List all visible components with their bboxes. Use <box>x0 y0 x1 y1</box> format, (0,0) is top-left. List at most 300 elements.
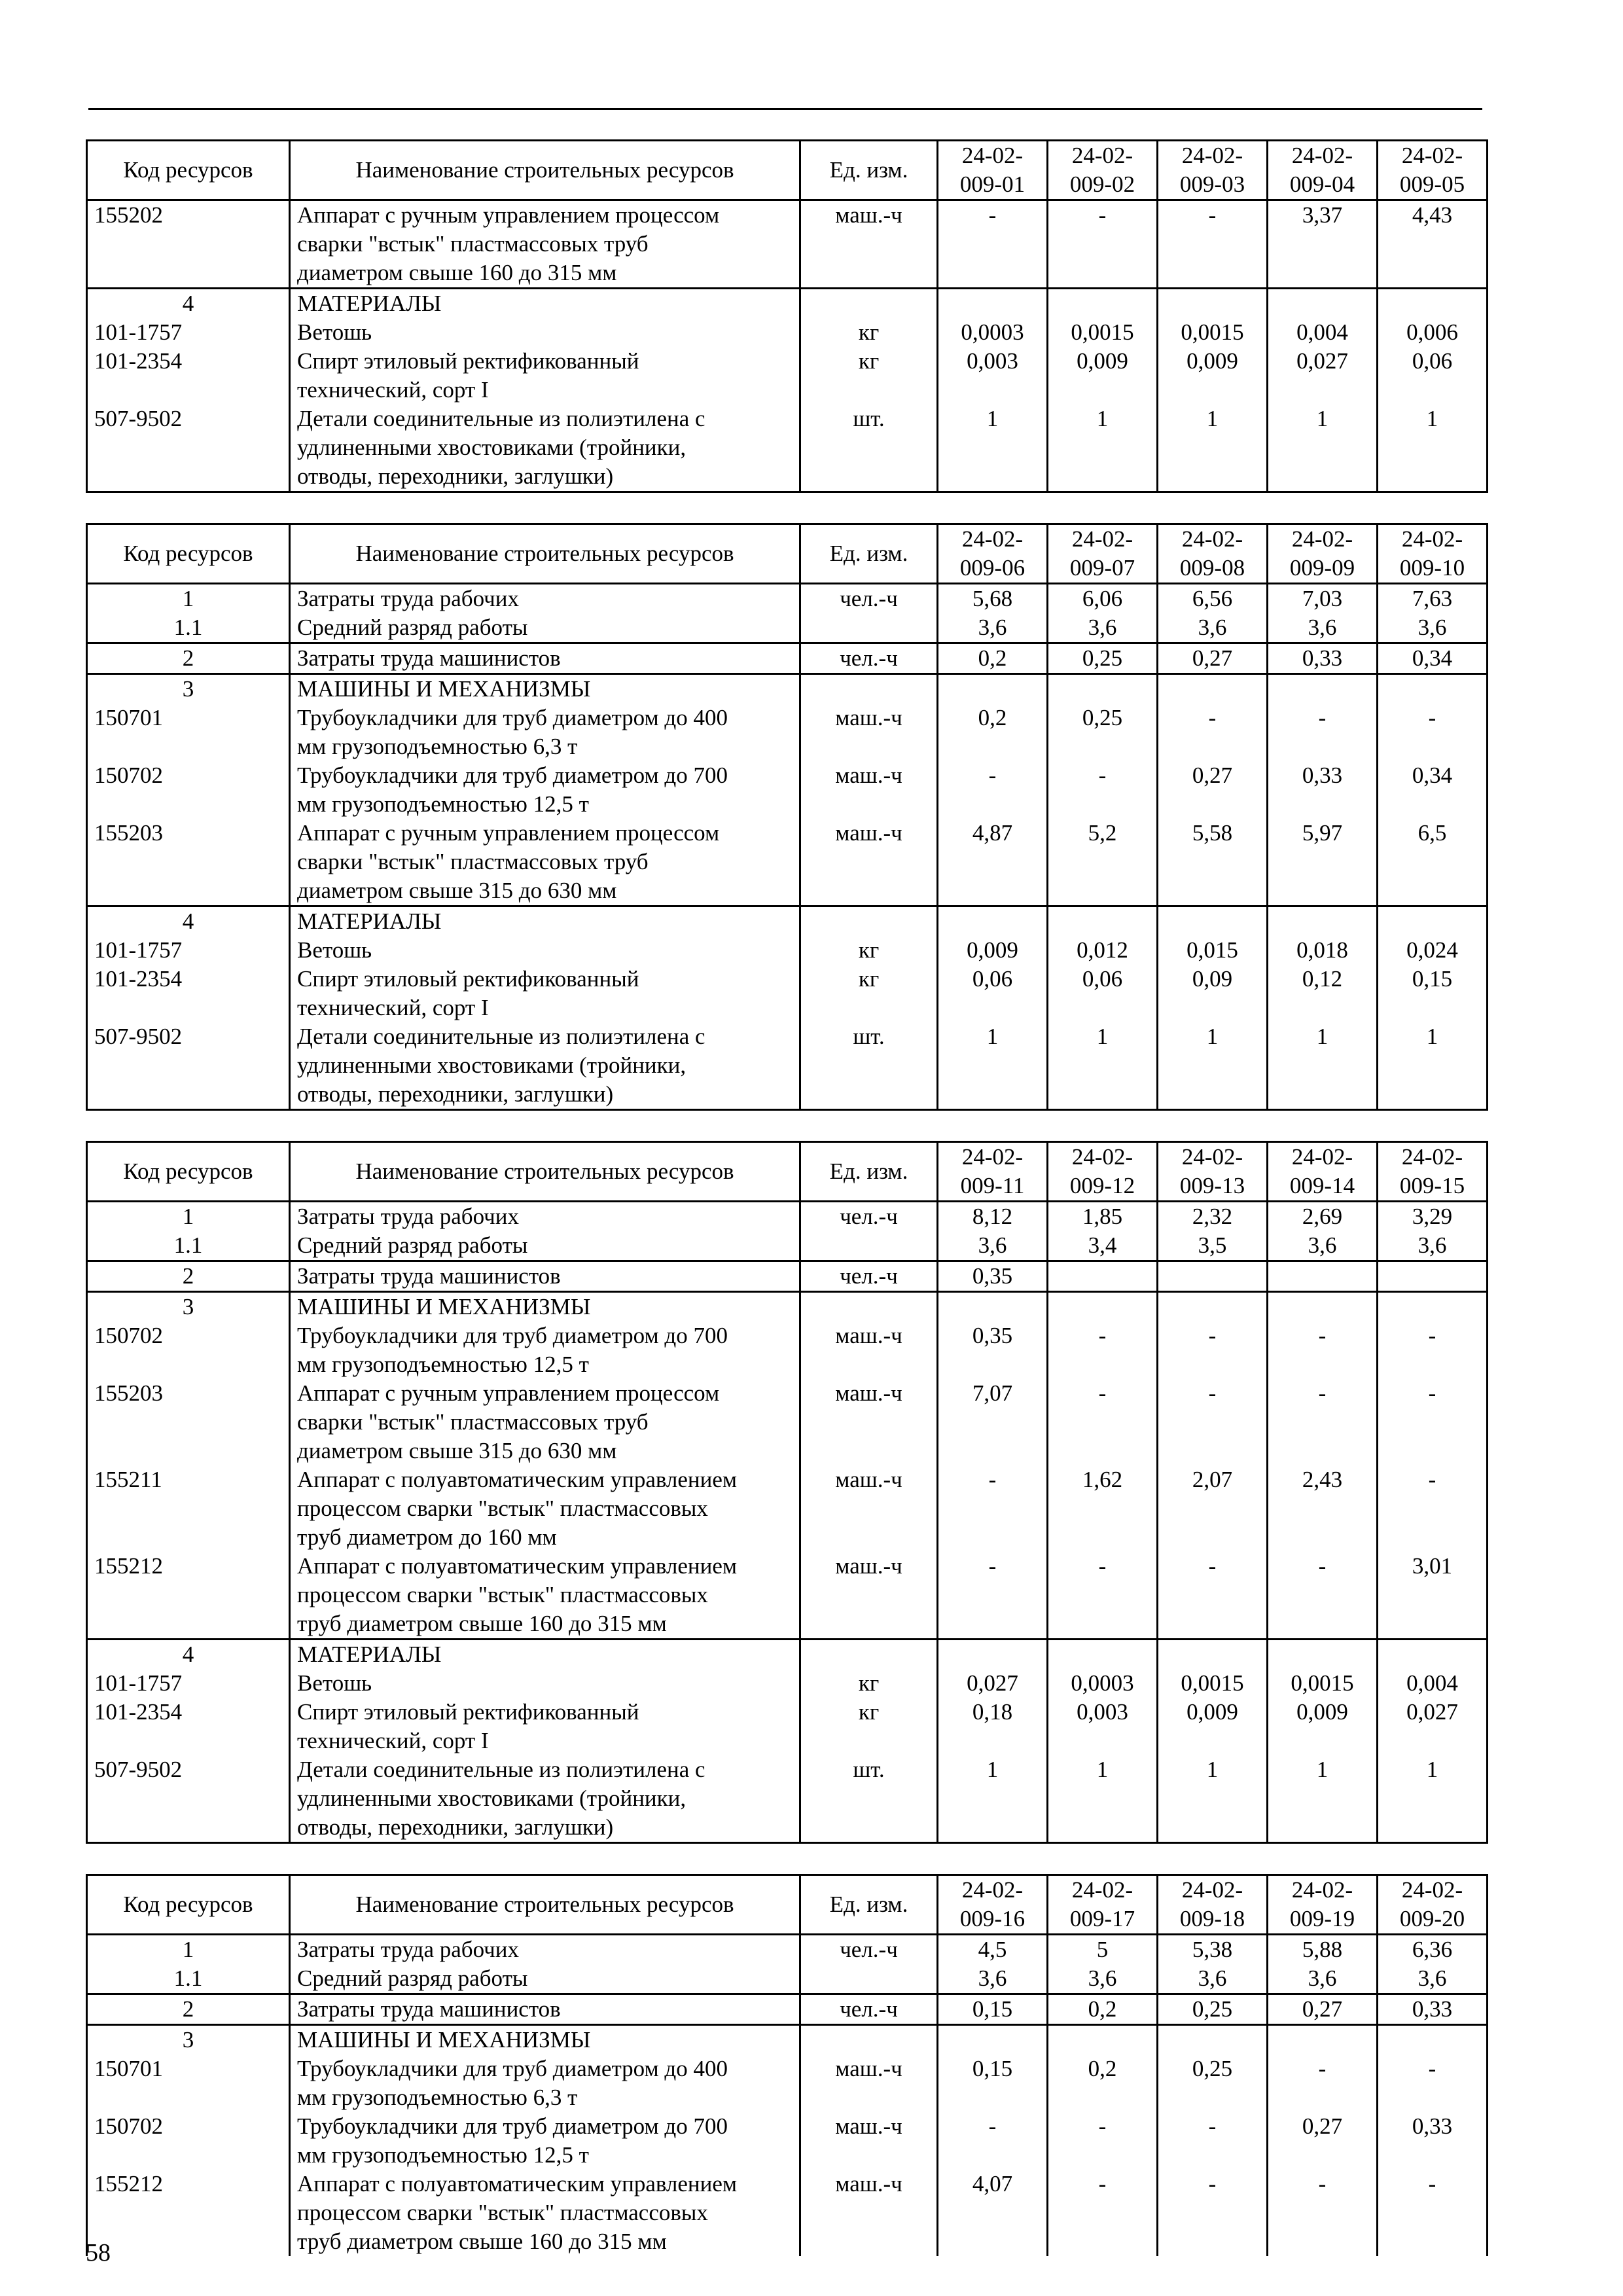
resource-code: 1 <box>87 1202 290 1232</box>
header-name: Наименование строительных ресурсов <box>290 524 800 584</box>
resource-name: Аппарат с ручным управлением процессом сварки "встык" пластмассовых труб диаметром свыше 315 до 630 мм <box>290 1379 800 1465</box>
norm-value: 0,027 <box>1378 1698 1488 1755</box>
resource-code: 150701 <box>87 704 290 761</box>
table-row <box>87 347 1488 404</box>
norm-value: 0,25 <box>1048 704 1158 761</box>
norm-value <box>1158 1640 1268 1670</box>
norm-value: 2,43 <box>1268 1465 1378 1552</box>
resource-name: Средний разряд работы <box>290 613 800 643</box>
header-code: Код ресурсов <box>87 141 290 200</box>
norm-value: 1 <box>1268 404 1378 492</box>
norm-value <box>1378 1292 1488 1322</box>
resource-code: 101-1757 <box>87 1669 290 1698</box>
table-row <box>87 965 1488 1022</box>
resource-code: 101-2354 <box>87 347 290 404</box>
norm-value: 0,33 <box>1378 2112 1488 2170</box>
resource-code: 155202 <box>87 200 290 289</box>
norm-value: 0,27 <box>1158 761 1268 819</box>
norm-value: - <box>938 2112 1048 2170</box>
norm-value <box>1378 289 1488 319</box>
header-norm-code: 24-02- 009-09 <box>1268 524 1378 584</box>
norm-value: 6,36 <box>1378 1935 1488 1965</box>
norm-value: 4,07 <box>938 2170 1048 2256</box>
resource-name: МАТЕРИАЛЫ <box>290 1640 800 1670</box>
norm-value: 0,34 <box>1378 643 1488 674</box>
norm-value: 2,69 <box>1268 1202 1378 1232</box>
resource-unit: маш.-ч <box>800 1379 938 1465</box>
norm-value <box>1048 674 1158 704</box>
table-row <box>87 1935 1488 1965</box>
table-row <box>87 643 1488 674</box>
resource-unit: кг <box>800 1669 938 1698</box>
header-norm-code: 24-02- 009-14 <box>1268 1142 1378 1202</box>
norm-value: - <box>1378 704 1488 761</box>
norm-value: 7,63 <box>1378 584 1488 614</box>
norm-value: 4,5 <box>938 1935 1048 1965</box>
resource-code: 155212 <box>87 1552 290 1640</box>
norm-value <box>1378 1640 1488 1670</box>
norm-value: 0,12 <box>1268 965 1378 1022</box>
table-row <box>87 1022 1488 1110</box>
table-row <box>87 584 1488 614</box>
table-row <box>87 1292 1488 1322</box>
header-norm-code: 24-02- 009-11 <box>938 1142 1048 1202</box>
norm-value: 6,56 <box>1158 584 1268 614</box>
header-name: Наименование строительных ресурсов <box>290 1142 800 1202</box>
norm-value: 1 <box>1048 1755 1158 1843</box>
norm-value: 0,33 <box>1378 1994 1488 2025</box>
norm-value <box>1378 1261 1488 1292</box>
norm-value <box>1268 289 1378 319</box>
table-row <box>87 200 1488 289</box>
norm-value: 7,03 <box>1268 584 1378 614</box>
norm-value: 0,27 <box>1268 2112 1378 2170</box>
norm-value: 1,62 <box>1048 1465 1158 1552</box>
norm-value: 3,6 <box>1378 1964 1488 1994</box>
norm-value: - <box>938 761 1048 819</box>
norm-value: 2,07 <box>1158 1465 1268 1552</box>
resource-code: 507-9502 <box>87 404 290 492</box>
resource-name: Ветошь <box>290 936 800 965</box>
table-row <box>87 2112 1488 2170</box>
resource-name: Аппарат с полуавтоматическим управлением процессом сварки "встык" пластмассовых труб диаметром свыше 160 до 315 мм <box>290 1552 800 1640</box>
table-row <box>87 289 1488 319</box>
resource-unit: кг <box>800 936 938 965</box>
norm-value <box>938 289 1048 319</box>
header-norm-code: 24-02- 009-05 <box>1378 141 1488 200</box>
header-norm-code: 24-02- 009-02 <box>1048 141 1158 200</box>
norm-value: 0,024 <box>1378 936 1488 965</box>
resource-code: 150702 <box>87 761 290 819</box>
norm-value: - <box>1268 1379 1378 1465</box>
norm-value: 0,0015 <box>1048 318 1158 347</box>
norm-value <box>1158 2025 1268 2055</box>
table-row <box>87 1261 1488 1292</box>
norm-value: - <box>1378 1465 1488 1552</box>
resource-unit: маш.-ч <box>800 1321 938 1379</box>
norm-value: - <box>1378 2054 1488 2112</box>
resource-unit <box>800 1292 938 1322</box>
norm-value: 3,6 <box>1378 613 1488 643</box>
resource-unit: маш.-ч <box>800 2170 938 2256</box>
norm-value: 5,68 <box>938 584 1048 614</box>
header-norm-code: 24-02- 009-13 <box>1158 1142 1268 1202</box>
resource-code: 155211 <box>87 1465 290 1552</box>
resource-name: Детали соединительные из полиэтилена с удлиненными хвостовиками (тройники, отводы, переходники, заглушки) <box>290 404 800 492</box>
norm-value: 0,2 <box>938 704 1048 761</box>
resource-unit <box>800 2025 938 2055</box>
table-row <box>87 1755 1488 1843</box>
norm-value: 1 <box>938 1755 1048 1843</box>
norm-value: 1,85 <box>1048 1202 1158 1232</box>
norm-value: 5,38 <box>1158 1935 1268 1965</box>
resource-name: Спирт этиловый ректификованный технический, сорт I <box>290 1698 800 1755</box>
norm-value: - <box>938 1552 1048 1640</box>
resource-name: Трубоукладчики для труб диаметром до 400 мм грузоподъемностью 6,3 т <box>290 704 800 761</box>
resource-unit <box>800 289 938 319</box>
resource-name: Детали соединительные из полиэтилена с удлиненными хвостовиками (тройники, отводы, переходники, заглушки) <box>290 1755 800 1843</box>
resource-unit: чел.-ч <box>800 643 938 674</box>
resource-unit: маш.-ч <box>800 819 938 906</box>
table-row <box>87 1321 1488 1379</box>
norm-value: 0,15 <box>938 2054 1048 2112</box>
norm-value <box>1048 906 1158 937</box>
resource-name: Спирт этиловый ректификованный технический, сорт I <box>290 965 800 1022</box>
norm-value: 1 <box>1158 404 1268 492</box>
table-row <box>87 1379 1488 1465</box>
norm-value: 1 <box>938 404 1048 492</box>
table-row <box>87 1552 1488 1640</box>
header-unit: Ед. изм. <box>800 524 938 584</box>
norm-value <box>1378 674 1488 704</box>
resource-unit: маш.-ч <box>800 200 938 289</box>
header-rule <box>88 108 1482 110</box>
norm-value: 0,15 <box>938 1994 1048 2025</box>
header-code: Код ресурсов <box>87 1875 290 1935</box>
header-norm-code: 24-02- 009-18 <box>1158 1875 1268 1935</box>
norm-value: 0,2 <box>1048 1994 1158 2025</box>
norm-value: 3,37 <box>1268 200 1378 289</box>
norm-value: 3,6 <box>938 613 1048 643</box>
norm-value: - <box>1158 2112 1268 2170</box>
norm-value: - <box>938 1465 1048 1552</box>
norm-value: 0,09 <box>1158 965 1268 1022</box>
norm-value: - <box>1268 704 1378 761</box>
norm-value: 5,58 <box>1158 819 1268 906</box>
norm-value: 1 <box>1048 404 1158 492</box>
norm-value: 0,0003 <box>1048 1669 1158 1698</box>
resource-unit <box>800 906 938 937</box>
resource-code: 1.1 <box>87 1964 290 1994</box>
header-norm-code: 24-02- 009-10 <box>1378 524 1488 584</box>
table-row <box>87 1698 1488 1755</box>
norm-value: 0,027 <box>938 1669 1048 1698</box>
resource-name: Аппарат с полуавтоматическим управлением процессом сварки "встык" пластмассовых труб диаметром до 160 мм <box>290 1465 800 1552</box>
resource-name: МАШИНЫ И МЕХАНИЗМЫ <box>290 674 800 704</box>
resource-unit: маш.-ч <box>800 761 938 819</box>
resource-name: МАШИНЫ И МЕХАНИЗМЫ <box>290 2025 800 2055</box>
norm-value: 0,009 <box>938 936 1048 965</box>
norm-value <box>938 1292 1048 1322</box>
norm-value: 0,018 <box>1268 936 1378 965</box>
resource-name: Ветошь <box>290 1669 800 1698</box>
norm-value: 0,06 <box>1378 347 1488 404</box>
resource-code: 3 <box>87 674 290 704</box>
resource-unit: чел.-ч <box>800 1935 938 1965</box>
norm-value: 1 <box>1158 1755 1268 1843</box>
resource-name: МАШИНЫ И МЕХАНИЗМЫ <box>290 1292 800 1322</box>
resource-table <box>86 139 1488 493</box>
table-row <box>87 761 1488 819</box>
table-row <box>87 1202 1488 1232</box>
norm-value: 0,004 <box>1268 318 1378 347</box>
header-row <box>87 141 1488 200</box>
norm-value: - <box>1268 1321 1378 1379</box>
resource-tables <box>86 139 1486 2256</box>
norm-value: - <box>1268 2170 1378 2256</box>
norm-value: 4,87 <box>938 819 1048 906</box>
norm-value <box>938 1640 1048 1670</box>
norm-value <box>1048 1261 1158 1292</box>
norm-value: 0,009 <box>1048 347 1158 404</box>
header-code: Код ресурсов <box>87 524 290 584</box>
norm-value: 0,25 <box>1158 2054 1268 2112</box>
norm-value: 5,88 <box>1268 1935 1378 1965</box>
norm-value: 3,01 <box>1378 1552 1488 1640</box>
norm-value: - <box>1048 1552 1158 1640</box>
resource-name: Затраты труда рабочих <box>290 1935 800 1965</box>
header-norm-code: 24-02- 009-12 <box>1048 1142 1158 1202</box>
resource-unit: маш.-ч <box>800 2054 938 2112</box>
header-norm-code: 24-02- 009-17 <box>1048 1875 1158 1935</box>
resource-name: Затраты труда рабочих <box>290 584 800 614</box>
norm-value: 0,015 <box>1158 936 1268 965</box>
header-norm-code: 24-02- 009-04 <box>1268 141 1378 200</box>
resource-unit: маш.-ч <box>800 1552 938 1640</box>
norm-value <box>938 906 1048 937</box>
header-code: Код ресурсов <box>87 1142 290 1202</box>
table-row <box>87 2170 1488 2256</box>
norm-value: 0,003 <box>938 347 1048 404</box>
norm-value: 1 <box>1048 1022 1158 1110</box>
resource-code: 155203 <box>87 819 290 906</box>
norm-value: - <box>1048 200 1158 289</box>
norm-value: 3,6 <box>1268 613 1378 643</box>
resource-code: 101-1757 <box>87 318 290 347</box>
resource-code: 155203 <box>87 1379 290 1465</box>
norm-value <box>1048 289 1158 319</box>
norm-value: 0,35 <box>938 1261 1048 1292</box>
table-row <box>87 318 1488 347</box>
norm-value <box>1268 906 1378 937</box>
norm-value: 1 <box>1268 1022 1378 1110</box>
norm-value: 3,4 <box>1048 1231 1158 1261</box>
norm-value: 8,12 <box>938 1202 1048 1232</box>
norm-value: 3,6 <box>1158 613 1268 643</box>
resource-name: МАТЕРИАЛЫ <box>290 906 800 937</box>
norm-value: - <box>1158 1321 1268 1379</box>
norm-value: 0,0015 <box>1158 1669 1268 1698</box>
resource-code: 150702 <box>87 1321 290 1379</box>
resource-code: 3 <box>87 1292 290 1322</box>
norm-value: - <box>1158 704 1268 761</box>
norm-value <box>1268 674 1378 704</box>
table-row <box>87 674 1488 704</box>
header-norm-code: 24-02- 009-19 <box>1268 1875 1378 1935</box>
norm-value: 3,6 <box>1048 613 1158 643</box>
norm-value: 0,33 <box>1268 761 1378 819</box>
norm-value: 0,003 <box>1048 1698 1158 1755</box>
norm-value: 3,5 <box>1158 1231 1268 1261</box>
table-row <box>87 819 1488 906</box>
resource-unit: шт. <box>800 404 938 492</box>
resource-name: Трубоукладчики для труб диаметром до 700 мм грузоподъемностью 12,5 т <box>290 761 800 819</box>
norm-value <box>1048 2025 1158 2055</box>
table-row <box>87 613 1488 643</box>
resource-code: 101-2354 <box>87 1698 290 1755</box>
norm-value <box>1268 1261 1378 1292</box>
header-norm-code: 24-02- 009-06 <box>938 524 1048 584</box>
norm-value: 0,006 <box>1378 318 1488 347</box>
norm-value: 0,0015 <box>1158 318 1268 347</box>
resource-unit <box>800 1640 938 1670</box>
resource-unit <box>800 1231 938 1261</box>
norm-value: 3,6 <box>938 1964 1048 1994</box>
resource-unit: шт. <box>800 1755 938 1843</box>
norm-value: 3,6 <box>938 1231 1048 1261</box>
resource-unit: маш.-ч <box>800 2112 938 2170</box>
table-row <box>87 1465 1488 1552</box>
norm-value: 0,004 <box>1378 1669 1488 1698</box>
norm-value <box>1158 1261 1268 1292</box>
norm-value: - <box>1378 2170 1488 2256</box>
header-norm-code: 24-02- 009-01 <box>938 141 1048 200</box>
header-row <box>87 1142 1488 1202</box>
resource-name: Трубоукладчики для труб диаметром до 700 мм грузоподъемностью 12,5 т <box>290 1321 800 1379</box>
resource-name: Аппарат с ручным управлением процессом сварки "встык" пластмассовых труб диаметром свыше 315 до 630 мм <box>290 819 800 906</box>
header-name: Наименование строительных ресурсов <box>290 1875 800 1935</box>
resource-name: Затраты труда машинистов <box>290 1994 800 2025</box>
resource-name: Трубоукладчики для труб диаметром до 400 мм грузоподъемностью 6,3 т <box>290 2054 800 2112</box>
resource-table <box>86 1874 1488 2256</box>
resource-table <box>86 523 1488 1111</box>
resource-name: Затраты труда машинистов <box>290 643 800 674</box>
resource-code: 1 <box>87 1935 290 1965</box>
norm-value: - <box>938 200 1048 289</box>
norm-value: - <box>1378 1379 1488 1465</box>
norm-value: 0,0003 <box>938 318 1048 347</box>
norm-value <box>1378 2025 1488 2055</box>
table-row <box>87 2025 1488 2055</box>
resource-unit: кг <box>800 965 938 1022</box>
norm-value: 5,2 <box>1048 819 1158 906</box>
norm-value: 6,5 <box>1378 819 1488 906</box>
norm-value: 0,009 <box>1158 347 1268 404</box>
norm-value: - <box>1158 2170 1268 2256</box>
norm-value: - <box>1048 1321 1158 1379</box>
norm-value: 3,29 <box>1378 1202 1488 1232</box>
norm-value: - <box>1158 1379 1268 1465</box>
resource-unit: кг <box>800 318 938 347</box>
norm-value: - <box>1048 1379 1158 1465</box>
header-unit: Ед. изм. <box>800 141 938 200</box>
resource-name: Аппарат с полуавтоматическим управлением процессом сварки "встык" пластмассовых труб диаметром свыше 160 до 315 мм <box>290 2170 800 2256</box>
norm-value: 1 <box>1158 1022 1268 1110</box>
norm-value <box>1048 1640 1158 1670</box>
header-norm-code: 24-02- 009-20 <box>1378 1875 1488 1935</box>
table-row <box>87 1231 1488 1261</box>
norm-value: 5 <box>1048 1935 1158 1965</box>
resource-name: Ветошь <box>290 318 800 347</box>
resource-unit: чел.-ч <box>800 584 938 614</box>
norm-value <box>938 674 1048 704</box>
norm-value <box>1048 1292 1158 1322</box>
header-norm-code: 24-02- 009-08 <box>1158 524 1268 584</box>
norm-value: 0,06 <box>1048 965 1158 1022</box>
norm-value <box>1378 906 1488 937</box>
norm-value: 0,27 <box>1268 1994 1378 2025</box>
resource-code: 4 <box>87 1640 290 1670</box>
table-row <box>87 1669 1488 1698</box>
resource-name: Детали соединительные из полиэтилена с удлиненными хвостовиками (тройники, отводы, переходники, заглушки) <box>290 1022 800 1110</box>
table-row <box>87 2054 1488 2112</box>
norm-value: - <box>1158 200 1268 289</box>
norm-value <box>938 2025 1048 2055</box>
norm-value: 0,35 <box>938 1321 1048 1379</box>
table-row <box>87 404 1488 492</box>
resource-name: Средний разряд работы <box>290 1964 800 1994</box>
resource-unit: кг <box>800 1698 938 1755</box>
header-norm-code: 24-02- 009-16 <box>938 1875 1048 1935</box>
norm-value: 0,009 <box>1158 1698 1268 1755</box>
norm-value: 1 <box>1378 1022 1488 1110</box>
resource-code: 4 <box>87 289 290 319</box>
norm-value: 3,6 <box>1048 1964 1158 1994</box>
norm-value: 0,012 <box>1048 936 1158 965</box>
norm-value: - <box>1268 1552 1378 1640</box>
header-name: Наименование строительных ресурсов <box>290 141 800 200</box>
resource-name: Средний разряд работы <box>290 1231 800 1261</box>
norm-value: - <box>1048 761 1158 819</box>
resource-unit: маш.-ч <box>800 1465 938 1552</box>
norm-value: 1 <box>1378 404 1488 492</box>
resource-code: 2 <box>87 1994 290 2025</box>
norm-value: 0,2 <box>938 643 1048 674</box>
norm-value: 0,25 <box>1158 1994 1268 2025</box>
norm-value: 3,6 <box>1378 1231 1488 1261</box>
norm-value: 0,06 <box>938 965 1048 1022</box>
resource-unit <box>800 674 938 704</box>
resource-code: 101-2354 <box>87 965 290 1022</box>
table-row <box>87 906 1488 937</box>
norm-value: 3,6 <box>1158 1964 1268 1994</box>
norm-value: 3,6 <box>1268 1231 1378 1261</box>
resource-unit <box>800 1964 938 1994</box>
table-row <box>87 936 1488 965</box>
norm-value: 1 <box>1378 1755 1488 1843</box>
resource-code: 3 <box>87 2025 290 2055</box>
resource-code: 4 <box>87 906 290 937</box>
table-row <box>87 1994 1488 2025</box>
norm-value: 1 <box>1268 1755 1378 1843</box>
resource-code: 150702 <box>87 2112 290 2170</box>
norm-value: - <box>1158 1552 1268 1640</box>
table-row <box>87 1640 1488 1670</box>
norm-value <box>1268 2025 1378 2055</box>
header-row <box>87 524 1488 584</box>
resource-code: 2 <box>87 1261 290 1292</box>
norm-value: 3,6 <box>1268 1964 1378 1994</box>
